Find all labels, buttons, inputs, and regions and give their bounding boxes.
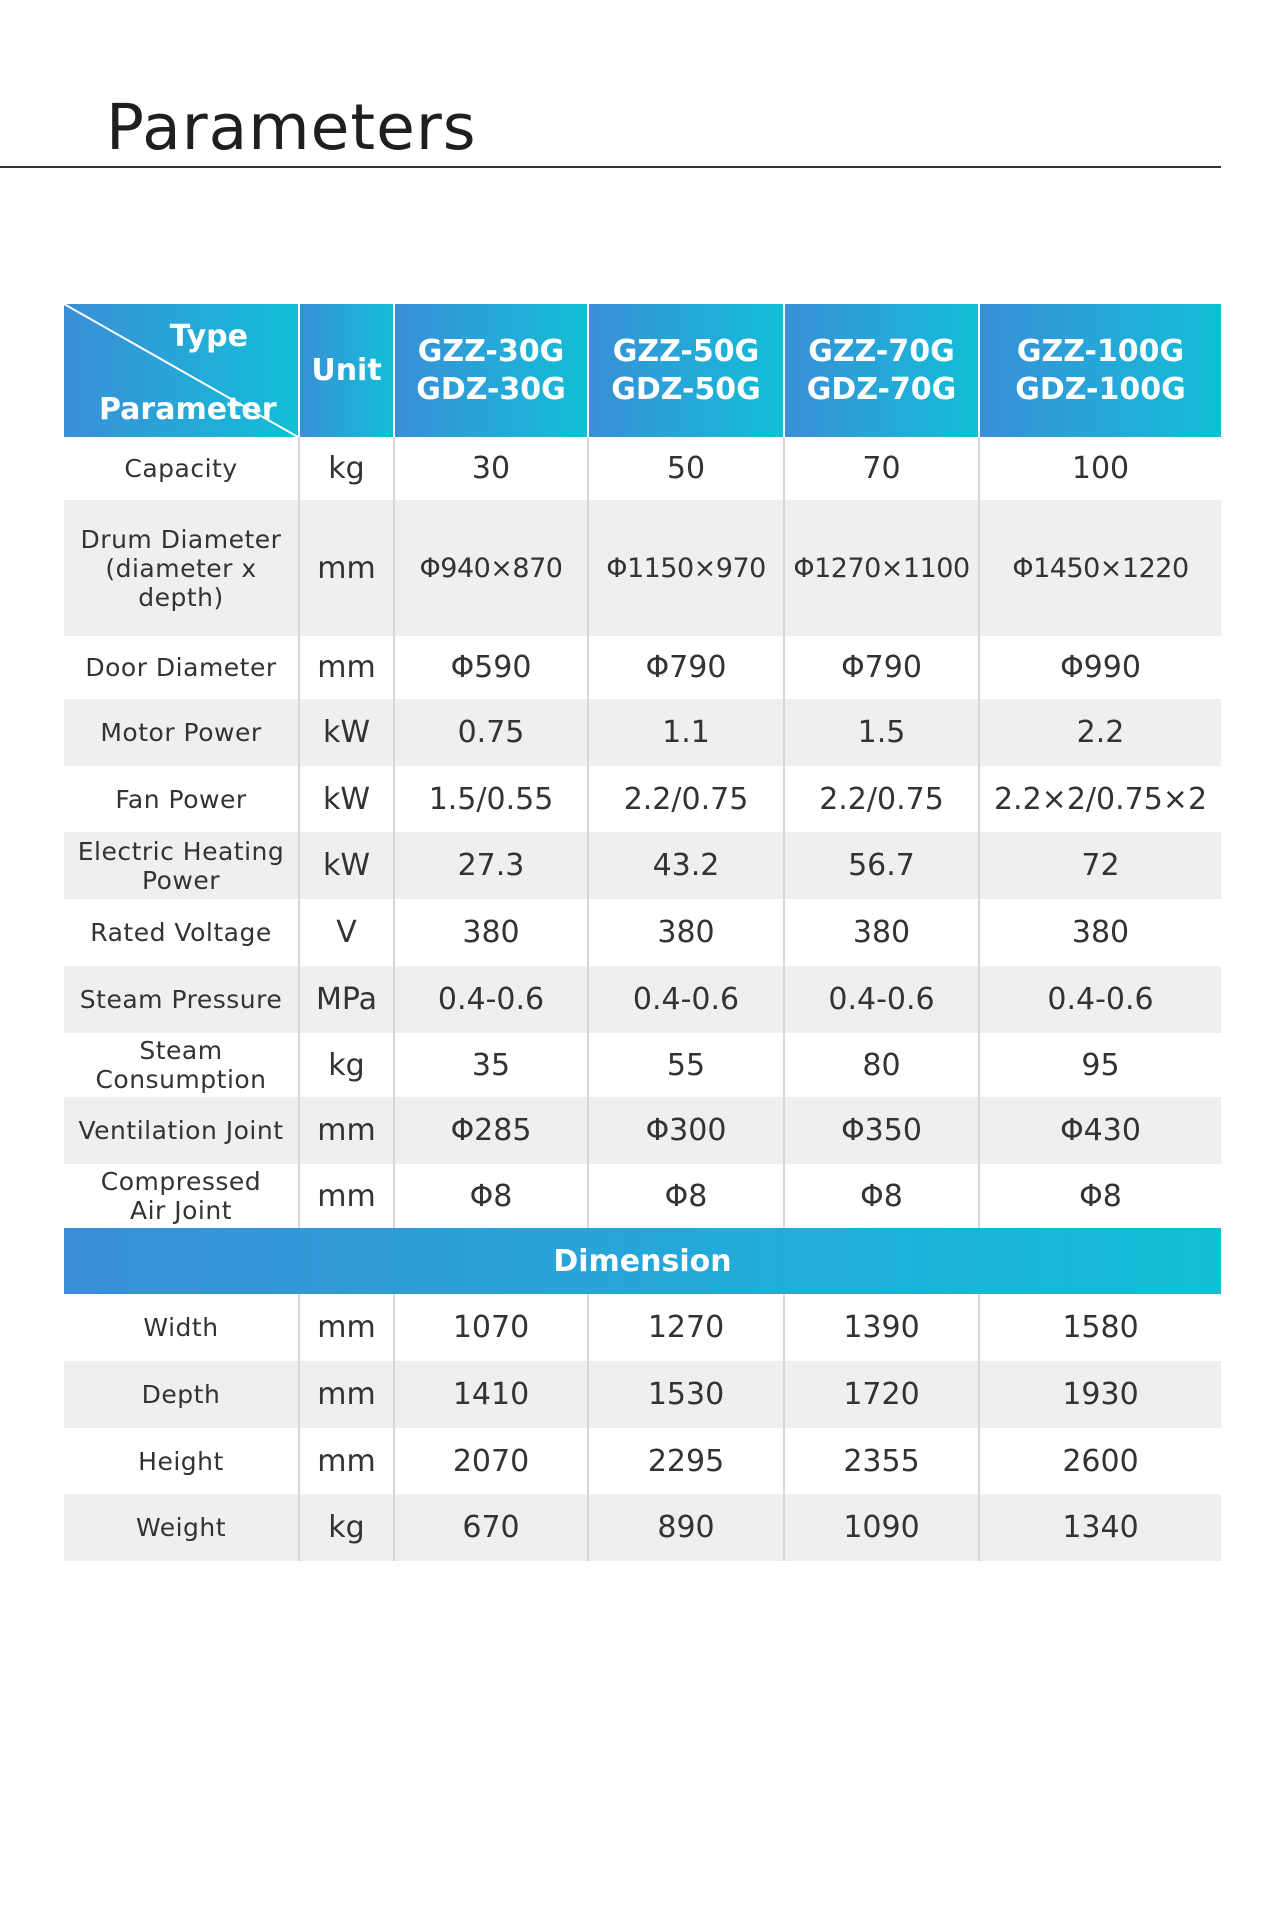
table-row — [64, 500, 1221, 636]
parameter-name — [64, 1164, 299, 1228]
table-row — [64, 1428, 1221, 1494]
model-header: GZZ-50G GDZ-50G — [588, 304, 784, 437]
value-cell: 0.4-0.6 — [979, 966, 1221, 1033]
parameter-name-line: Consumption — [95, 1065, 267, 1094]
value-cell: 2600 — [1062, 1443, 1139, 1479]
value-cell: 1340 — [979, 1494, 1221, 1561]
parameters-table — [64, 304, 1221, 1561]
table-row — [64, 1361, 1221, 1428]
table-row — [64, 1033, 1221, 1097]
parameter-name-line: Electric Heating — [77, 836, 285, 866]
parameter-name-line: Ventilation Joint — [78, 1116, 284, 1145]
value-cell: Φ1150×970 — [588, 500, 784, 636]
table-row — [64, 1494, 1221, 1561]
unit-cell: mm — [299, 1428, 394, 1494]
table-row — [64, 1294, 1221, 1361]
table-row — [64, 636, 1221, 699]
parameter-name-line: Weight — [135, 1513, 227, 1542]
value-cell: Φ990 — [1060, 650, 1141, 685]
value-cell: Φ300 — [588, 1097, 784, 1164]
value-cell: Φ590 — [394, 636, 588, 699]
unit-cell: kg — [299, 437, 394, 500]
unit-cell: mm — [299, 636, 394, 699]
unit-cell: mm — [299, 1097, 394, 1164]
value-cell: 72 — [979, 832, 1221, 899]
parameter-name — [64, 832, 299, 899]
value-cell: 1410 — [394, 1361, 588, 1428]
value-cell: 27.3 — [394, 832, 588, 899]
parameter-name-line: Height — [138, 1446, 224, 1476]
value-cell: 1930 — [979, 1361, 1221, 1428]
value-cell: Φ8 — [784, 1164, 979, 1228]
value-cell: 2295 — [588, 1428, 784, 1494]
value-cell: 35 — [394, 1033, 588, 1097]
parameter-name — [64, 636, 299, 699]
parameter-name-line: Capacity — [124, 454, 238, 483]
parameter-name — [64, 1294, 299, 1361]
value-cell: Φ430 — [979, 1097, 1221, 1164]
value-cell: 2.2 — [979, 699, 1221, 766]
value-cell: 1720 — [784, 1361, 979, 1428]
table-row — [64, 1164, 1221, 1228]
unit-cell: kg — [299, 1494, 394, 1561]
value-cell: Φ790 — [588, 636, 784, 699]
unit-cell: mm — [299, 1294, 394, 1361]
model-header: GZZ-30G GDZ-30G — [394, 304, 588, 437]
value-cell: 50 — [588, 437, 784, 500]
parameter-name — [64, 1428, 299, 1494]
unit-cell: MPa — [299, 966, 394, 1033]
value-cell: 55 — [588, 1033, 784, 1097]
value-cell: 0.4-0.6 — [784, 966, 979, 1033]
parameter-name — [64, 1033, 299, 1097]
value-cell: 380 — [588, 899, 784, 966]
parameter-name — [64, 437, 299, 500]
parameter-name — [64, 500, 299, 636]
page-title: Parameters — [106, 91, 477, 164]
title-divider — [0, 166, 1221, 168]
parameter-name-line: Steam — [139, 1036, 223, 1065]
parameter-name-line: Width — [143, 1313, 219, 1342]
parameter-name-line: Drum Diameter — [80, 524, 282, 554]
value-cell: 2.2×2/0.75×2 — [993, 781, 1208, 817]
value-cell: Φ8 — [394, 1164, 588, 1228]
value-cell: 43.2 — [588, 832, 784, 899]
value-cell: 0.4-0.6 — [588, 966, 784, 1033]
dimension-section-row — [64, 1228, 1221, 1294]
parameter-name — [64, 766, 299, 832]
unit-cell: mm — [299, 1164, 394, 1228]
table-row — [64, 766, 1221, 832]
table-row — [64, 699, 1221, 766]
value-cell: 380 — [1071, 915, 1130, 950]
value-cell: 0.4-0.6 — [394, 966, 588, 1033]
unit-cell: mm — [299, 500, 394, 636]
value-cell: Φ1270×1100 — [784, 500, 979, 636]
parameter-name — [64, 1494, 299, 1561]
value-cell: 890 — [588, 1494, 784, 1561]
parameter-name — [64, 899, 299, 966]
unit-cell: mm — [299, 1361, 394, 1428]
value-cell: Φ285 — [394, 1097, 588, 1164]
unit-cell: V — [299, 899, 394, 966]
value-cell: 1070 — [394, 1294, 588, 1361]
value-cell: 0.75 — [394, 699, 588, 766]
value-cell: 2355 — [784, 1428, 979, 1494]
table-row — [64, 437, 1221, 500]
table-header-row — [64, 304, 1221, 437]
value-cell: 95 — [1081, 1047, 1120, 1083]
value-cell: 380 — [784, 899, 979, 966]
parameter-name-line: (diameter x depth) — [105, 553, 257, 612]
value-cell: 670 — [394, 1494, 588, 1561]
parameter-name-line: Motor Power — [100, 718, 262, 747]
value-cell: Φ940×870 — [394, 500, 588, 636]
parameter-name-line: Door Diameter — [85, 653, 277, 682]
value-cell: 30 — [394, 437, 588, 500]
parameter-name — [64, 1097, 299, 1164]
table-row — [64, 899, 1221, 966]
unit-cell: kW — [299, 699, 394, 766]
parameter-name-line: Fan Power — [115, 784, 247, 814]
parameter-name-line: Power — [141, 865, 221, 895]
unit-header: Unit — [299, 304, 394, 437]
value-cell: 1580 — [1062, 1310, 1139, 1345]
parameter-name-line: Air Joint — [129, 1196, 233, 1225]
value-cell: Φ1450×1220 — [979, 500, 1221, 636]
parameter-name — [64, 966, 299, 1033]
unit-cell: kW — [299, 766, 394, 832]
type-label: Type — [169, 319, 248, 354]
parameter-name-line: Compressed — [100, 1167, 262, 1196]
parameter-name-line: Rated Voltage — [90, 918, 272, 947]
value-cell: 100 — [1071, 451, 1130, 486]
value-cell: 80 — [784, 1033, 979, 1097]
unit-cell: kg — [299, 1033, 394, 1097]
value-cell: 1270 — [588, 1294, 784, 1361]
parameter-name — [64, 1361, 299, 1428]
table-row — [64, 1097, 1221, 1164]
value-cell: 1.1 — [588, 699, 784, 766]
value-cell: 380 — [394, 899, 588, 966]
parameter-name-line: Depth — [141, 1380, 221, 1409]
parameter-label: Parameter — [99, 392, 277, 427]
dimension-heading: Dimension — [64, 1228, 1221, 1294]
table-row — [64, 966, 1221, 1033]
value-cell: 1090 — [784, 1494, 979, 1561]
value-cell: 2.2/0.75 — [588, 766, 784, 832]
value-cell: 2.2/0.75 — [784, 766, 979, 832]
value-cell: 2070 — [394, 1428, 588, 1494]
value-cell: Φ8 — [588, 1164, 784, 1228]
value-cell: Φ350 — [784, 1097, 979, 1164]
parameter-name-line: Steam Pressure — [79, 985, 283, 1014]
table-row — [64, 832, 1221, 899]
value-cell: Φ8 — [1079, 1178, 1122, 1214]
value-cell: Φ790 — [784, 636, 979, 699]
value-cell: 1390 — [784, 1294, 979, 1361]
value-cell: 1530 — [588, 1361, 784, 1428]
value-cell: 70 — [784, 437, 979, 500]
model-header: GZZ-70G GDZ-70G — [784, 304, 979, 437]
value-cell: 1.5/0.55 — [394, 766, 588, 832]
unit-cell: kW — [299, 832, 394, 899]
parameter-name — [64, 699, 299, 766]
value-cell: 56.7 — [784, 832, 979, 899]
value-cell: 1.5 — [784, 699, 979, 766]
type-parameter-corner — [64, 304, 299, 437]
model-header: GZZ-100G GDZ-100G — [979, 304, 1221, 437]
